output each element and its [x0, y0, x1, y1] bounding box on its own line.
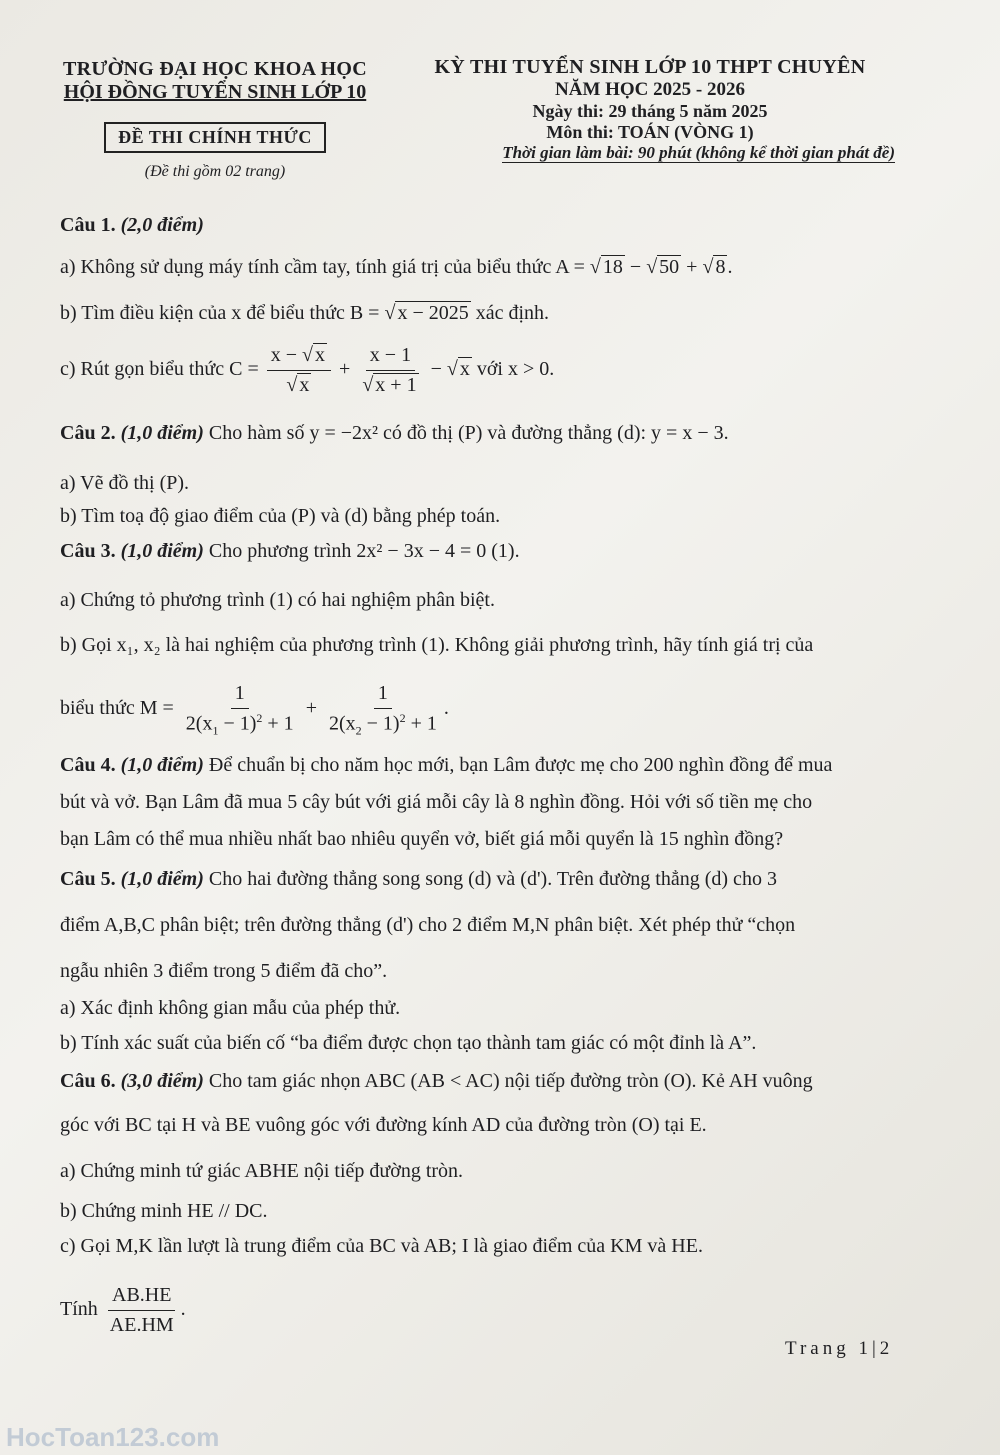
q3-points: (1,0 điểm) — [120, 540, 204, 562]
q1-c-tail: với x > 0. — [476, 358, 555, 381]
exam-subject: Môn thi: TOÁN (VÒNG 1) — [546, 122, 754, 142]
q5-title: Câu 5. — [60, 868, 116, 890]
q3-heading — [60, 538, 960, 565]
q1-a-r1: 18 — [602, 256, 623, 278]
q6-title: Câu 6. — [60, 1070, 116, 1092]
q1-b-tail: xác định. — [475, 302, 550, 324]
q1-b-text: b) Tìm điều kiện của x để biểu thức — [60, 302, 345, 324]
q6-points: (3,0 điểm) — [120, 1070, 204, 1092]
q5-b: b) Tính xác suất của biến cố “ba điểm được chọn tạo thành tam giác có một đỉnh là A”. — [60, 1032, 757, 1054]
pages-note: (Đề thi gồm 02 trang) — [144, 163, 286, 180]
exam-title: KỲ THI TUYỂN SINH LỚP 10 THPT CHUYÊN — [434, 56, 866, 78]
q5-l2: điểm A,B,C phân biệt; trên đường thẳng (d') cho 2 điểm M,N phân biệt. Xét phép thử “chọn — [60, 914, 796, 936]
q5-l1: Cho hai đường thẳng song song (d) và (d'). Trên đường thẳng (d) cho 3 — [208, 868, 777, 890]
q1-b-lhs: B = — [349, 302, 380, 324]
q3-stem: Cho phương trình 2x² − 3x − 4 = 0 (1). — [208, 540, 520, 562]
q3-a: a) Chứng tỏ phương trình (1) có hai nghiệm phân biệt. — [60, 589, 495, 611]
q1-c-text: c) Rút gọn biểu thức — [60, 358, 225, 381]
exam-date: Ngày thi: 29 tháng 5 năm 2025 — [532, 101, 768, 121]
fraction: $\frac{1}{2(x_2 - 1)^2 + 1}$ — [328, 682, 437, 738]
q6-b: b) Chứng minh HE // DC. — [60, 1200, 268, 1222]
q3-b-expr: biểu thức M = $\frac{1}{2(x_1 - 1)^2 + 1}$ + $\frac{1}{2(x_2 - 1)^2 + 1}$ . — [60, 682, 449, 738]
school-year: NĂM HỌC 2025 - 2026 — [555, 79, 745, 100]
q2-a: a) Vẽ đồ thị (P). — [60, 472, 190, 494]
fraction — [106, 1282, 178, 1339]
q1-a-r3: 8 — [715, 256, 726, 278]
watermark: HocToan123.com — [6, 1422, 220, 1452]
q6-c2-expr: Tính $\frac{AB.HE}{AE.HM}$ . — [60, 1282, 960, 1339]
q6-line1 — [60, 1068, 960, 1095]
q3-title: Câu 3. — [60, 540, 116, 562]
header-left — [40, 58, 390, 181]
q5-points: (1,0 điểm) — [120, 868, 204, 890]
q1-a-lhs: A = — [555, 256, 585, 278]
q4-points: (1,0 điểm) — [120, 754, 204, 776]
q6-c2: Tính — [60, 1298, 98, 1321]
minus-sign: − — [629, 256, 642, 278]
q2-title: Câu 2. — [60, 422, 116, 444]
q1-a-r2: 50 — [659, 256, 680, 278]
exam-duration-text: Thời gian làm bài: 90 phút (không kể thời gian phát đề) — [502, 143, 895, 162]
q6-den: AE.HM — [109, 1314, 174, 1336]
header-right — [395, 56, 905, 163]
sqrt-sign: √ — [702, 256, 714, 278]
q6-l1: Cho tam giác nhọn ABC (AB < AC) nội tiếp đường tròn (O). Kẻ AH vuông — [208, 1070, 813, 1092]
q4-l3: bạn Lâm có thể mua nhiều nhất bao nhiêu quyển vở, biết giá mỗi quyển là 15 nghìn đồng? — [60, 828, 784, 850]
q4-line1 — [60, 752, 960, 779]
q1-heading — [60, 212, 960, 239]
q6-num: AB.HE — [108, 1282, 175, 1311]
q1-c: c) Rút gọn biểu thức C = $\frac{x - √ x}{√ x}$ + $\frac{x - 1}{√ x + 1}$ − √ x với x > 0. — [60, 342, 960, 399]
q1-title: Câu 1. — [60, 214, 116, 236]
sqrt-sign: √ — [646, 256, 658, 278]
q1-points: (2,0 điểm) — [120, 214, 204, 236]
q2-points: (1,0 điểm) — [120, 422, 204, 444]
q3-b2: biểu thức — [60, 697, 135, 720]
q5-line1 — [60, 866, 960, 893]
q1-b — [60, 300, 960, 327]
q6-c: c) Gọi M,K lần lượt là trung điểm của BC và AB; I là giao điểm của KM và HE. — [60, 1235, 703, 1257]
q4-l1: Để chuẩn bị cho năm học mới, bạn Lâm được mẹ cho 200 nghìn đồng để mua — [208, 754, 833, 776]
fraction: $\frac{x - 1}{√ x + 1}$ — [362, 344, 417, 396]
page-number: Trang 1|2 — [785, 1338, 894, 1359]
school-name: TRƯỜNG ĐẠI HỌC KHOA HỌC — [63, 58, 367, 80]
exam-duration — [395, 143, 895, 163]
sqrt-sign: √ — [384, 302, 396, 324]
q3-b: b) Gọi x₁, x₂ là hai nghiệm của phương trình (1). Không giải phương trình, hãy tính giá trị của — [60, 634, 814, 656]
q5-a: a) Xác định không gian mẫu của phép thử. — [60, 997, 401, 1019]
plus-sign: + — [686, 256, 698, 278]
official-badge: ĐỀ THI CHÍNH THỨC — [104, 122, 326, 153]
q1-a: a) Không sử dụng máy tính cầm tay, tính giá trị của biểu thức A = √ 18 − √ 50 + √ 8 . — [60, 256, 733, 278]
q6-l2: góc với BC tại H và BE vuông góc với đường kính AD của đường tròn (O) tại E. — [60, 1114, 707, 1136]
q2-stem: Cho hàm số y = −2x² có đồ thị (P) và đường thẳng (d): y = x − 3. — [208, 422, 729, 444]
sqrt-sign: √ — [589, 256, 601, 278]
q1-b-rad: x − 2025 — [397, 302, 469, 324]
q4-l2: bút và vở. Bạn Lâm đã mua 5 cây bút với giá mỗi cây là 8 nghìn đồng. Hỏi với số tiền mẹ cho — [60, 791, 813, 813]
q4-title: Câu 4. — [60, 754, 116, 776]
q5-l3: ngẫu nhiên 3 điểm trong 5 điểm đã cho”. — [60, 960, 388, 982]
q2-b: b) Tìm toạ độ giao điểm của (P) và (d) bằng phép toán. — [60, 505, 501, 527]
q2-heading — [60, 420, 960, 447]
q1-a-text: a) Không sử dụng máy tính cầm tay, tính giá trị của biểu thức — [60, 256, 552, 278]
fraction: $\frac{x - √ x}{√ x}$ — [267, 342, 331, 399]
fraction: $\frac{1}{2(x_1 - 1)^2 + 1}$ — [185, 682, 294, 738]
council-name: HỘI ĐỒNG TUYỂN SINH LỚP 10 — [63, 81, 367, 103]
q6-a: a) Chứng minh tứ giác ABHE nội tiếp đường tròn. — [60, 1160, 464, 1182]
